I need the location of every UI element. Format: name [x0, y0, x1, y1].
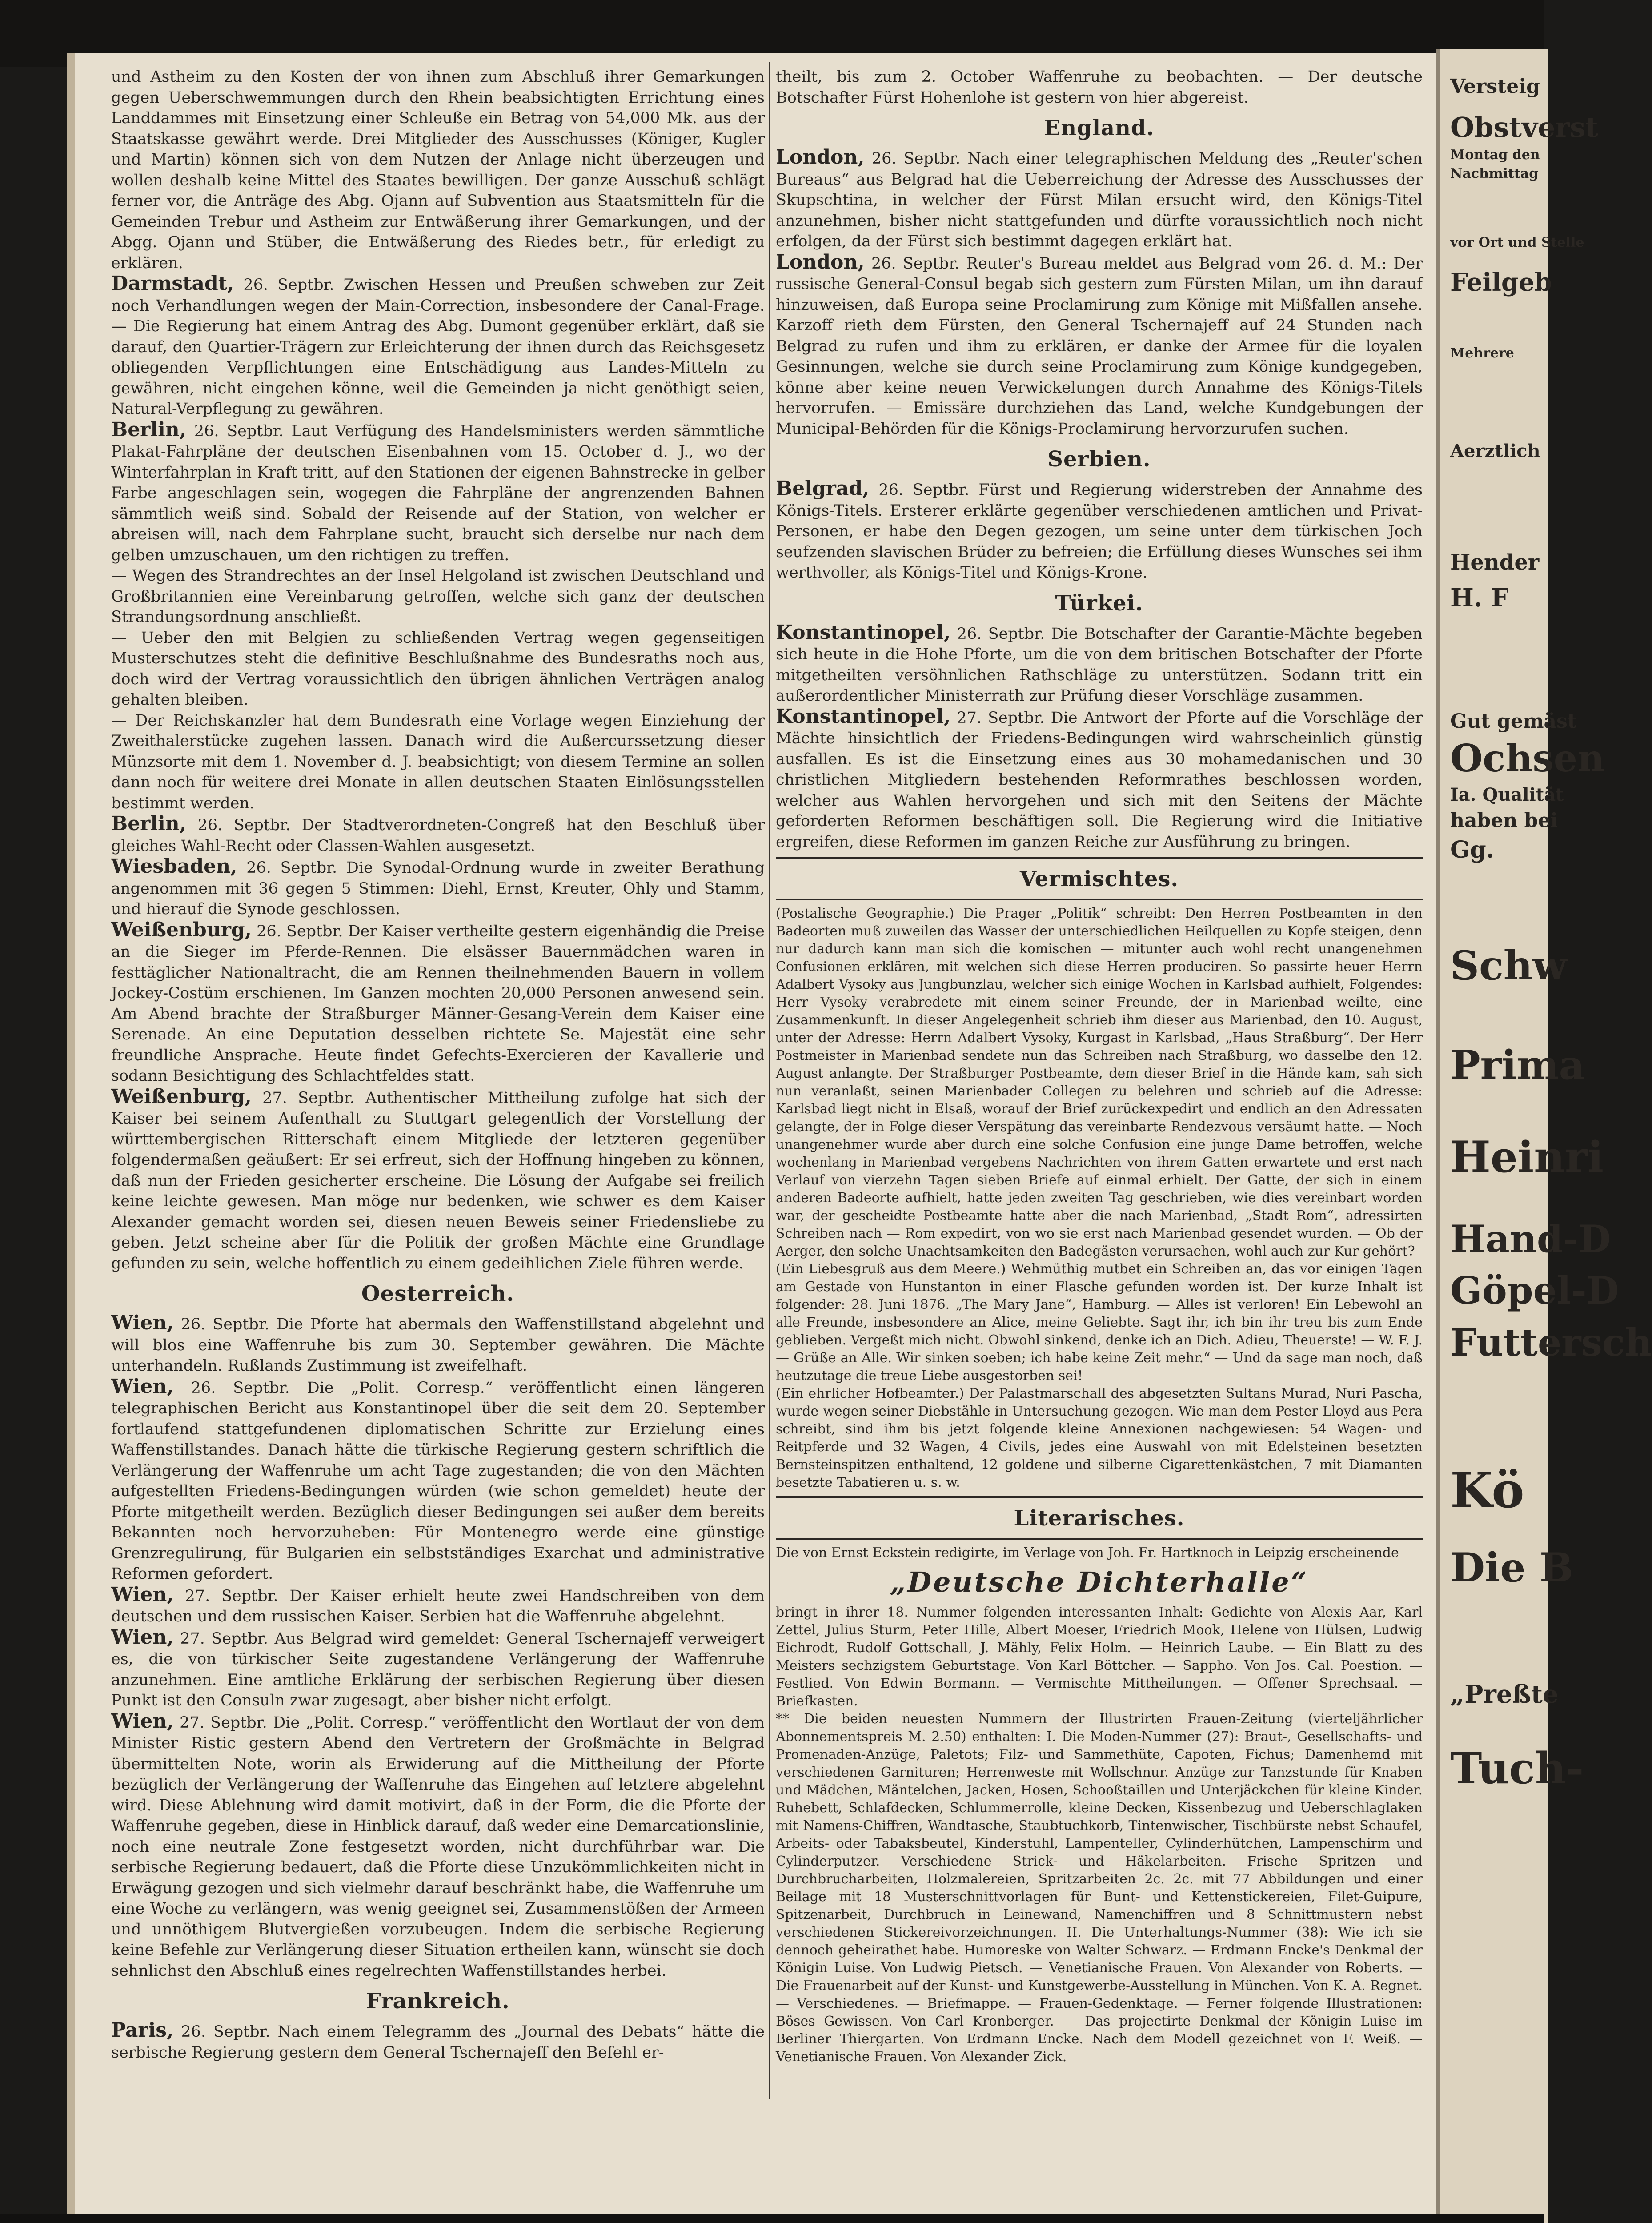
adjacent-page-fragment: Montag den: [1450, 147, 1540, 163]
adjacent-page-fragments: [1440, 75, 1652, 1794]
article-liebesgruss: (Ein Liebesgruß aus dem Meere.) Wehmüthig mutbet ein Schreiben an, das vor einigen Tagen am Gestade von Hunstanton in einer Flasche gefunden worden ist. Der kurze Inhalt ist folgender: 28. Juni 1876. „The Mary Jane“, Hamburg. — Alles ist verloren! Ein Lebewohl an alle Freunde, insbesondere an Alice, meine Geliebte. Sagt ihr, ich bin ihr treu bis zum Ende geblieben. Vergeßt mich nicht. Obwohl sinkend, denke ich an Dich. Adieu, Theuerste! — W. F. J. — Grüße an Alle. Wir sinken soeben; ich habe keine Zeit mehr.“ — Und da sage man noch, daß heutzutage die treue Liebe ausgestorben sei!: [776, 1261, 1423, 1384]
article-text: 26. Septbr. Zwischen Hessen und Preußen schweben zur Zeit noch Verhandlungen wegen der Main-Correction, insbesondere der Canal-Frage. — Die Regierung hat einem Antrag des Abg. Dumont gegenüber erklärt, daß sie darauf, den Quartier-Trägern zur Erleichterung der ihnen durch das Reichsgesetz obliegenden Verpflichtungen eine Entschädigung aus Landes-Mitteln zu gewähren, nicht eingehen könne, weil die Gemeinden ja nicht genöthigt seien, Natural-Verpflegung zu gewähren.: [111, 276, 765, 418]
section-heading-frankreich: Frankreich.: [366, 1989, 510, 2014]
literary-frauen-zeitung: ** Die beiden neuesten Nummern der Illustrirten Frauen-Zeitung (vierteljährlicher Abonnementspreis M. 2.50) enthalten: I. Die Moden-Nummer (27): Braut-, Gesellschafts- und Promenaden-Anzüge, Paletots; Filz- und Sammethüte, Capoten, Fichus; Damenhemd mit verschiedenen Garnituren; Herrenweste mit Wollschnur. Anzüge zur Tanzstunde für Knaben und Mädchen, Mäntelchen, Jacken, Hosen, Schooßtaillen und Unterjäckchen für kleine Kinder. Ruhebett, Schlafdecken, Schlummerrolle, kleine Decken, Kissenbezug und Ueberschlaglaken mit Namens-Chiffren, Wandtasche, Staubtuchkorb, Tintenwischer, Tischbürste nebst Schaufel, Arbeits- oder Tabaksbeutel, Kinderstuhl, Lampenteller, Cylinderhütchen, Lampenschirm und Cylinderputzer. Verschiedene Strick- und Häkelarbeiten. Frische Spritzen und Durchbrucharbeiten, Holzmalereien, Spritzarbeiten 2c. 2c. mit 77 Abbildungen und einer Beilage mit 18 Musterschnittvorlagen für Bunt- und Kettenstickereien, Filet-Guipure, Spitzenarbeit, Durchbruch in Leinewand, Namenchiffren und 8 Schnittmustern nebst verschiedenen Stickereivorzeichnungen. II. Die Unterhaltungs-Nummer (38): Wie ich sie dennoch geheirathet habe. Humoreske von Walter Schwarz. — Erdmann Encke's Denkmal der Königin Luise. Von Ludwig Pietsch. — Venetianische Frauen. Von Alexander von Roberts. — Die Frauenarbeit auf der Kunst- und Kunstgewerbe-Ausstellung in München. Von K. A. Regnet. — Verschiedenes. — Briefmappe. — Frauen-Gedenktage. — Ferner folgende Illustrationen: Böses Gewissen. Von Carl Kronberger. — Das projectirte Denkmal der Königin Luise im Berliner Thiergarten. Von Erdmann Encke. Nach dem Modell gezeichnet von F. Weiß. — Venetianische Frauen. Von Alexander Zick.: [776, 1711, 1423, 2065]
dateline-place: Wien,: [111, 1375, 174, 1398]
section-heading-england: England.: [1044, 116, 1155, 140]
adjacent-page-fragment: haben bei: [1450, 809, 1558, 832]
adjacent-page-fragment: Nachmittag: [1450, 166, 1539, 182]
article-intro: und Astheim zu den Kosten der von ihnen zum Abschluß ihrer Gemarkungen gegen Ueberschwemmungen durch den Rhein beabsichtigten Errichtung eines Landdammes mit Einsetzung einer Schleuße ein Betrag von 54,000 Mk. aus der Staatskasse gewährt werde. Drei Mitglieder des Ausschusses (Königer, Kugler und Martin) können sich von dem Nutzen der Anlage nicht überzeugen und wollen deshalb keine Mittel des Staates bewilligen. Der ganze Ausschuß schlägt ferner vor, die Anträge des Abg. Ojann auf Subvention aus Staatsmitteln für die Gemeinden Trebur und Astheim zur Entwäßerung ihrer Gemarkungen, und der Abgg. Ojann und Stüber, die Entwäßerung des Riedes betr., für erledigt zu erklären.: [111, 68, 765, 272]
article-text: 26. Septbr. Nach einer telegraphischen Meldung des „Reuter'schen Bureaus“ aus Belgrad hat die Ueberreichung der Adresse des Ausschusses der Skupschtina, in welcher der Fürst Milan ersucht wird, den Königs-Titel anzunehmen, bisher nicht stattgefunden und dürfte voraussichtlich noch nicht erfolgen, da der Fürst sich bestimmt dagegen erklärt hat.: [776, 150, 1423, 250]
article-text: 27. Septbr. Die „Polit. Corresp.“ veröffentlicht den Wortlaut der von dem Minister Ristic gestern Abend den Vertretern der Großmächte in Belgrad übermittelten Note, worin als Erwiderung auf die Mittheilung der Pforte bezüglich der Verlängerung der Waffenruhe das Eingehen auf letztere abgelehnt wird. Diese Ablehnung wird damit motivirt, daß in der Form, die die Pforte der Waffenruhe gegeben, diese in Hinblick darauf, daß weder eine Demarcationslinie, noch eine neutrale Zone festgesetzt worden, nicht durchführbar war. Die serbische Regierung bedauert, daß die Pforte diese Unzukömmlichkeiten nicht in Erwägung gezogen und sich vielmehr darauf beschränkt habe, die Waffenruhe um eine Woche zu verlängern, was wenig geeignet sei, Zusammenstößen der Armeen und unnöthigem Blutvergießen vorzubeugen. Indem die serbische Regierung keine Befehle zur Verlängerung dieser Situation ertheilen kann, wünscht sie doch sehnlichst den Abschluß eines regelrechten Waffenstillstandes herbei.: [111, 1713, 765, 1980]
article-text: 26. Septbr. Der Stadtverordneten-Congreß hat den Beschluß über gleiches Wahl-Recht oder Classen-Wahlen ausgesetzt.: [111, 816, 765, 855]
article-london-1: [776, 147, 1423, 252]
article-wien-3: [111, 1585, 765, 1627]
article-text: 26. Septbr. Die „Polit. Corresp.“ veröffentlicht einen längeren telegraphischen Bericht aus Konstantinopel über die seit dem 20. September fortlaufend stattgefundenen diplomatischen Schritte zur Erzielung eines Waffenstillstandes. Danach hätte die türkische Regierung gestern schriftlich die Verlängerung der Waffenruhe um acht Tage zugestanden; die von den Mächten aufgestellten Friedens-Bedingungen würden (wie schon gemeldet) heute der Pforte mitgetheilt werden. Bezüglich dieser Bedingungen sei außer dem bereits Bekannten noch hervorzuheben: Für Montenegro werde eine günstige Grenzregulirung, für Bulgarien ein selbstständiges Exarchat und administrative Reformen gefordert.: [111, 1379, 765, 1583]
adjacent-page-edge: [1436, 49, 1652, 2223]
article-weissenburg-2: [111, 1087, 765, 1274]
dateline-place: Wien,: [111, 1312, 174, 1334]
adjacent-page-fragment: Ia. Qualität: [1450, 784, 1564, 806]
article-berlin-1: [111, 420, 765, 566]
article-weissenburg-1: [111, 920, 765, 1087]
adjacent-page-fragment: „Preßte: [1450, 1679, 1559, 1709]
article-text: 27. Septbr. Der Kaiser erhielt heute zwei Handschreiben von dem deutschen und dem russischen Kaiser. Serbien hat die Waffenruhe abgelehnt.: [111, 1587, 765, 1625]
article-darmstadt: [111, 273, 765, 420]
article-london-2: [776, 252, 1423, 440]
adjacent-page-fragment: Obstverst: [1450, 111, 1598, 144]
adjacent-page-fragment: Versteig: [1450, 75, 1540, 98]
dateline-place: Wiesbaden,: [111, 855, 237, 878]
dateline-place: Weißenburg,: [111, 918, 252, 941]
adjacent-page-fragment: Heinri: [1450, 1132, 1604, 1183]
dateline-place: Konstantinopel,: [776, 621, 951, 644]
article-wien-5: [111, 1711, 765, 1982]
article-berlin-1-d: — Der Reichskanzler hat dem Bundesrath eine Vorlage wegen Einziehung der Zweithalerstücke zugehen lassen. Danach wird die Außercurssetzung dieser Münzsorte mit dem 1. November d. J. beabsichtigt; von diesem Termine an sollen dann noch für weitere drei Monate in allen deutschen Staaten Einlösungsstellen bestimmt werden.: [111, 711, 765, 812]
adjacent-page-fragment: Die B: [1450, 1544, 1573, 1592]
section-heading-vermischtes: Vermischtes.: [1019, 867, 1179, 891]
dateline-place: Belgrad,: [776, 477, 870, 500]
literary-title: „Deutsche Dichterhalle“: [890, 1566, 1309, 1598]
literary-intro: Die von Ernst Eckstein redigirte, im Verlage von Joh. Fr. Hartknoch in Leipzig erscheinende: [776, 1545, 1399, 1561]
article-text: 27. Septbr. Die Antwort der Pforte auf die Vorschläge der Mächte hinsichtlich der Friedens-Bedingungen wird wahrscheinlich günstig ausfallen. Es ist die Einsetzung eines aus 30 mohamedanischen und 30 christlichen Mitgliedern bestehenden Reformrathes beschlossen worden, welcher aus Wahlen hervorgehen und sich mit den Seitens der Mächte geforderten Reformen beschäftigen soll. Die Regierung wird die Initiative ergreifen, diese Reformen im ganzen Reiche zur Ausführung zu bringen.: [776, 709, 1423, 851]
adjacent-page-fragment: Prima: [1450, 1041, 1585, 1089]
section-heading-serbien: Serbien.: [1047, 447, 1151, 472]
article-berlin-1-b: — Wegen des Strandrechtes an der Insel Helgoland ist zwischen Deutschland und Großbritannien eine Vereinbarung getroffen, welche sich ganz der deutschen Strandungsordnung anschließt.: [111, 567, 765, 626]
article-wiesbaden: [111, 856, 765, 920]
article-berlin-2: [111, 814, 765, 856]
section-rule: [776, 899, 1423, 900]
article-wien-2: [111, 1376, 765, 1585]
section-rule: [776, 857, 1423, 859]
article-text: 26. Septbr. Laut Verfügung des Handelsministers werden sämmtliche Plakat-Fahrpläne der deutschen Eisenbahnen vom 15. October d. J., wo der Winterfahrplan in Kraft tritt, auf den Stationen der eigenen Bahnstrecke in gelber Farbe angeschlagen sein, wogegen die Fahrpläne der angrenzenden Bahnen sämmtlich weiß sind. Sobald der Reisende auf der Station, von welcher er abreisen will, nach dem Fahrplane sucht, braucht sich derselbe nur nach dem gelben umzuschauen, um den richtigen zu treffen.: [111, 422, 765, 564]
dateline-place: Berlin,: [111, 418, 187, 441]
article-wien-4: [111, 1627, 765, 1711]
adjacent-page-fragment: Schw: [1450, 942, 1567, 990]
section-heading-literarisches: Literarisches.: [1014, 1506, 1185, 1531]
article-konstantinopel-2: [776, 706, 1423, 853]
section-heading-oesterreich: Oesterreich.: [361, 1281, 515, 1306]
scan-background-bottom: [0, 2214, 1544, 2223]
article-text: 26. Septbr. Die Botschafter der Garantie-Mächte begeben sich heute in die Hohe Pforte, um die von dem britischen Botschafter der Pforte mitgetheilten versöhnlichen Rathschläge zu unterstützen. Sodann tritt ein außerordentlicher Ministerrath zur Prüfung dieser Vorschläge zusammen.: [776, 625, 1423, 705]
article-text: 26. Septbr. Fürst und Regierung widerstreben der Annahme des Königs-Titels. Ersterer erklärte gegenüber verschiedenen amtlichen und Privat-Personen, er habe den Degen gezogen, um seine unter dem türkischen Joch seufzenden slavischen Brüder zu befreien; die Erfüllung dieses Wunsches sei ihm werthvoller, als Königs-Titel und Königs-Krone.: [776, 481, 1423, 582]
dateline-place: Wien,: [111, 1709, 174, 1733]
dateline-place: Konstantinopel,: [776, 705, 951, 728]
section-heading-tuerkei: Türkei.: [1055, 590, 1143, 616]
article-paris: [111, 2020, 765, 2063]
adjacent-page-fragment: Aerztlich: [1450, 441, 1540, 462]
left-column: [111, 67, 765, 2201]
section-rule: [776, 1496, 1423, 1498]
adjacent-page-fragment: Kö: [1450, 1461, 1524, 1519]
adjacent-page-fragment: Mehrere: [1450, 345, 1514, 361]
adjacent-page-fragment: vor Ort und Stelle: [1450, 234, 1584, 250]
section-rule: [776, 1538, 1423, 1540]
article-postalische-geographie: (Postalische Geographie.) Die Prager „Politik“ schreibt: Den Herren Postbeamten in den Badeorten muß zuweilen das Wasser der unterschiedlichen Heilquellen zu Kopfe steigen, denn nur dadurch kann man sich die komischen — mitunter auch wohl recht unangenehmen Confusionen erklären, mit welchen sich diese Herren produciren. So passirte heuer Herrn Adalbert Vysoky aus Jungbunzlau, welcher sich einige Wochen in Karlsbad aufhielt, Folgendes: Herr Vysoky verabredete mit einem seiner Freunde, der in Marienbad weilte, eine Zusammenkunft. In dieser Angelegenheit schrieb ihm dieser aus Marienbad, den 10. August, unter der Adresse: Herrn Adalbert Vysoky, Kurgast in Karlsbad, „Haus Straßburg“. Der Herr Postmeister in Marienbad sendete nun das Schreiben nach Straßburg, wo dasselbe den 12. August anlangte. Der Straßburger Postbeamte, dem dieser Brief in die Hände kam, sah sich nun veranlaßt, seinen Marienbader Collegen zu belehren und schrieb auf die Adresse: Karlsbad liegt nicht in Elsaß, worauf der Brief zurückexpedirt und endlich an den Adressaten gelangte, der in Folge dieser Verspätung das vereinbarte Rendezvous versäumt hatte. — Noch unangenehmer wurde aber durch eine solche Confusion eine junge Dame betroffen, welche wochenlang in Marienbad vergebens Nachrichten von ihrem Gatten erwartete und erst nach Verlauf von vierzehn Tagen sieben Briefe auf einmal erhielt. Der Gatte, der sich in einem anderen Badeorte aufhielt, hatte jeden zweiten Tag geschrieben, wie dies vereinbart worden war, der gescheidte Postbeamte hatte aber die nach Marienbad, „Stadt Rom“, adressirten Schreiben nach — Rom expedirt, von wo sie erst nach Marienbad gesendet wurden. — Ob der Aerger, den solche Unachtsamkeiten den Badegästen verursachen, wohl auch zur Kur gehört?: [776, 906, 1423, 1259]
dateline-place: Paris,: [111, 2019, 174, 2042]
dateline-place: Wien,: [111, 1625, 174, 1649]
column-divider: [769, 62, 770, 2099]
adjacent-page-fragment: Futtersch: [1450, 1320, 1652, 1365]
article-belgrad: [776, 478, 1423, 583]
adjacent-page-fragment: H. F: [1450, 583, 1509, 613]
article-wien-1: [111, 1313, 765, 1376]
article-text: 27. Septbr. Aus Belgrad wird gemeldet: General Tschernajeff verweigert es, die von türkischer Seite zugestandene Verlängerung der Waffenruhe anzunehmen. Eine amtliche Erklärung der serbischen Regierung über diesen Punkt ist den Consuln zwar zugesagt, aber bisher nicht erfolgt.: [111, 1629, 765, 1709]
dateline-place: London,: [776, 250, 865, 273]
adjacent-page-fragment: Gut gemäst: [1450, 710, 1577, 733]
adjacent-page-fragment: Tuch-: [1450, 1743, 1584, 1794]
adjacent-page-fragment: Göpel-D: [1450, 1268, 1619, 1313]
article-text: 27. Septbr. Authentischer Mittheilung zufolge hat sich der Kaiser bei seinem Aufenthalt zu Stuttgart gelegentlich der Vorstellung der württembergischen Ritterschaft einem Mitgliede der letzteren gegenüber folgendermaßen geäußert: Er sei erfreut, sich der Hoffnung hingeben zu können, daß nun der Frieden gesicherter erscheine. Die Lösung der Aufgabe sei freilich keine leichte gewesen. Man möge nur bedenken, wie schwer es dem Kaiser Alexander gemacht worden sei, diesen neuen Beweis seiner Friedensliebe zu geben. Jetzt scheine aber für die Politik der großen Mächte eine Grundlage gefunden zu sein, welche hoffentlich zu einem gedeihlichen Ziele führen werde.: [111, 1089, 765, 1272]
article-text: 26. Septbr. Die Synodal-Ordnung wurde in zweiter Berathung angenommen mit 36 gegen 5 Stimmen: Diehl, Ernst, Kreuter, Ohly und Stamm, und hierauf die Synode geschlossen.: [111, 859, 765, 918]
article-text: 26. Septbr. Der Kaiser vertheilte gestern eigenhändig die Preise an die Sieger im Pferde-Rennen. Die elsässer Bauernmädchen waren in festtäglicher Nationaltracht, die am Rennen theilnehmenden Bauern in vollem Jockey-Costüm erschienen. Im Ganzen mochten 20,000 Personen anwesend sein. Am Abend brachte der Straßburger Männer-Gesang-Verein dem Kaiser eine Serenade. An eine Deputation desselben richtete Se. Majestät eine sehr freundliche Ansprache. Heute findet Gefechts-Exercieren der Kavallerie und sodann Besichtigung des Schlachtfeldes statt.: [111, 922, 765, 1085]
dateline-place: Berlin,: [111, 812, 187, 835]
adjacent-page-fragment: Gg.: [1450, 836, 1494, 863]
dateline-place: Wien,: [111, 1583, 174, 1606]
adjacent-page-fragment: Hand-D: [1450, 1216, 1611, 1261]
article-konstantinopel-1: [776, 622, 1423, 706]
dateline-place: Darmstadt,: [111, 272, 234, 295]
article-berlin-1-c: — Ueber den mit Belgien zu schließenden Vertrag wegen gegenseitigen Musterschutzes steht die definitive Beschlußnahme des Bundesraths noch aus, doch wird der Vertrag voraussichtlich den übrigen ähnlichen Verträgen analog gehalten bleiben.: [111, 629, 765, 709]
right-column: [776, 67, 1423, 2201]
adjacent-page-fragment: Hender: [1450, 550, 1540, 575]
literary-contents: bringt in ihrer 18. Nummer folgenden interessanten Inhalt: Gedichte von Alexis Aar, Karl Zettel, Julius Sturm, Peter Hille, Albert Moeser, Friedrich Mook, Helene von Hülsen, Ludwig Eichrodt, Rudolf Gottschall, J. Mähly, Felix Holm. — Heinrich Laube. — Ein Blatt zu des Meisters sechzigstem Geburtstage. Von Karl Böttcher. — Sappho. Von Jos. Cal. Poestion. — Festlied. Von Edwin Bormann. — Vermischte Mittheilungen. — Offener Sprechsaal. — Briefkasten.: [776, 1605, 1423, 1709]
article-text: 26. Septbr. Reuter's Bureau meldet aus Belgrad vom 26. d. M.: Der russische General-Consul begab sich gestern zum Fürsten Milan, um ihn darauf hinzuweisen, daß Europa seine Proclamirung zum Könige mit Mißfallen ansehe. Karzoff rieth dem Fürsten, den General Tschernajeff auf 24 Stunden nach Belgrad zu rufen und ihm zu erklären, er danke der Armee für die loyalen Gesinnungen, welche sie durch seine Proclamirung zum Könige kundgegeben, könne aber keine neuen Verwickelungen durch Annahme des Königs-Titels hervorrufen. — Emissäre durchziehen das Land, welche Kundgebungen der Municipal-Behörden für die Königs-Proclamirung hervorzurufen suchen.: [776, 254, 1423, 438]
article-text: 26. Septbr. Die Pforte hat abermals den Waffenstillstand abgelehnt und will blos eine Waffenruhe bis zum 30. September gewähren. Die Mächte unterhandeln. Rußlands Zustimmung ist zweifelhaft.: [111, 1316, 765, 1375]
article-text: 26. Septbr. Nach einem Telegramm des „Journal des Debats“ hätte die serbische Regierung gestern dem General Tschernajeff den Befehl er-: [111, 2023, 765, 2062]
adjacent-page-fragment: Ochsen: [1450, 736, 1605, 781]
adjacent-page-fragment: Feilgeb: [1450, 268, 1552, 297]
article-hofbeamter: (Ein ehrlicher Hofbeamter.) Der Palastmarschall des abgesetzten Sultans Murad, Nuri Pascha, wurde wegen seiner Diebstähle in Untersuchung gezogen. Wie man dem Pester Lloyd aus Pera schreibt, sind ihm bis jetzt folgende kleine Annexionen nachgewiesen: 54 Wagen- und Reitpferde und 32 Wagen, 4 Civils, jedes eine Auswahl von mit Edelsteinen besetzten Bernsteinspitzen enthaltend, 12 goldene und silberne Cigarettenkästchen, 7 mit Diamanten besetzte Tabatieren u. s. w.: [776, 1386, 1423, 1490]
dateline-place: London,: [776, 146, 865, 169]
article-carryover: theilt, bis zum 2. October Waffenruhe zu beobachten. — Der deutsche Botschafter Fürst Hohenlohe ist gestern von hier abgereist.: [776, 68, 1423, 107]
dateline-place: Weißenburg,: [111, 1085, 252, 1108]
